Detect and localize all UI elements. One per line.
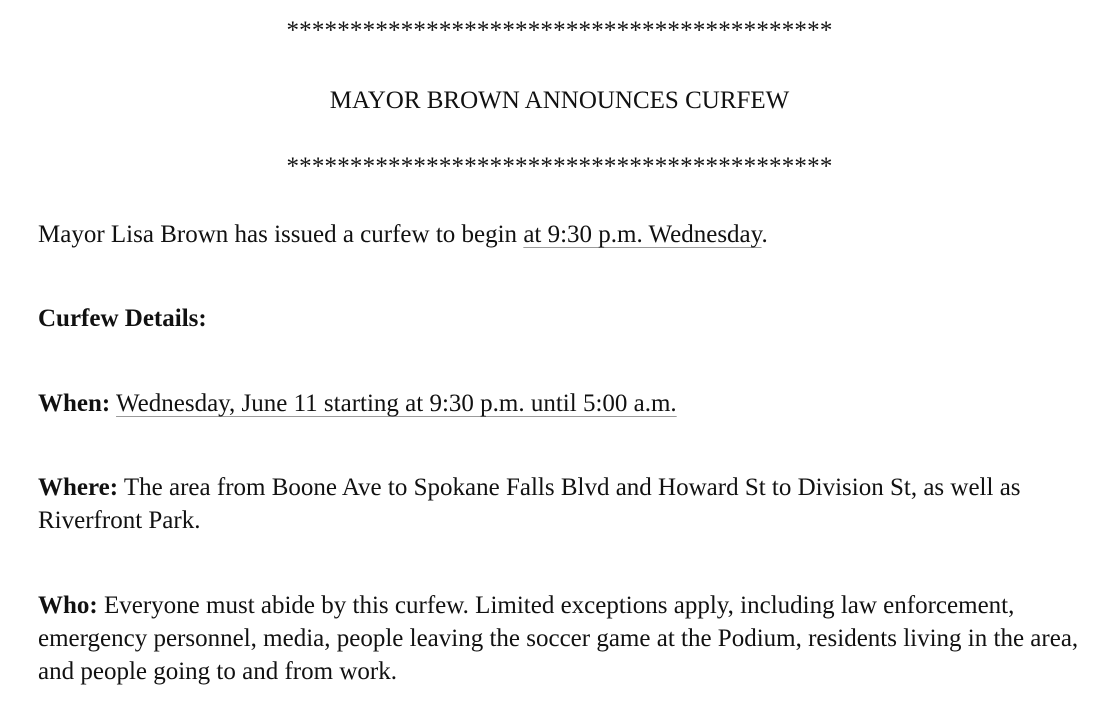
who-value: Everyone must abide by this curfew. Limited exceptions apply, including law enforcement, emergency personnel, media, people leaving the soccer game at the Podium, residents living in the area, and people going to and from work. (38, 592, 1079, 685)
intro-tail-text: . (761, 221, 768, 248)
details-heading (38, 302, 1103, 335)
bottom-divider-stars: ******************************************* (286, 153, 833, 180)
when-label: When: (38, 390, 111, 417)
intro-paragraph (38, 218, 1103, 251)
top-divider-stars: ******************************************* (286, 17, 833, 44)
where-label: Where: (38, 474, 119, 501)
intro-lead-text: Mayor Lisa Brown has issued a curfew to begin (38, 221, 524, 248)
who-paragraph (38, 589, 1103, 688)
details-heading-text: Curfew Details: (38, 305, 207, 332)
where-paragraph (38, 471, 1103, 537)
who-label: Who: (38, 592, 98, 619)
announcement-title: MAYOR BROWN ANNOUNCES CURFEW (329, 87, 790, 114)
curfew-start-time-link[interactable]: at 9:30 p.m. Wednesday (523, 221, 762, 248)
when-paragraph (38, 387, 1103, 420)
when-value-link[interactable]: Wednesday, June 11 starting at 9:30 p.m. until 5:00 a.m. (116, 390, 677, 417)
where-value: The area from Boone Ave to Spokane Falls Blvd and Howard St to Division St, as well as Riverfront Park. (38, 474, 1021, 534)
